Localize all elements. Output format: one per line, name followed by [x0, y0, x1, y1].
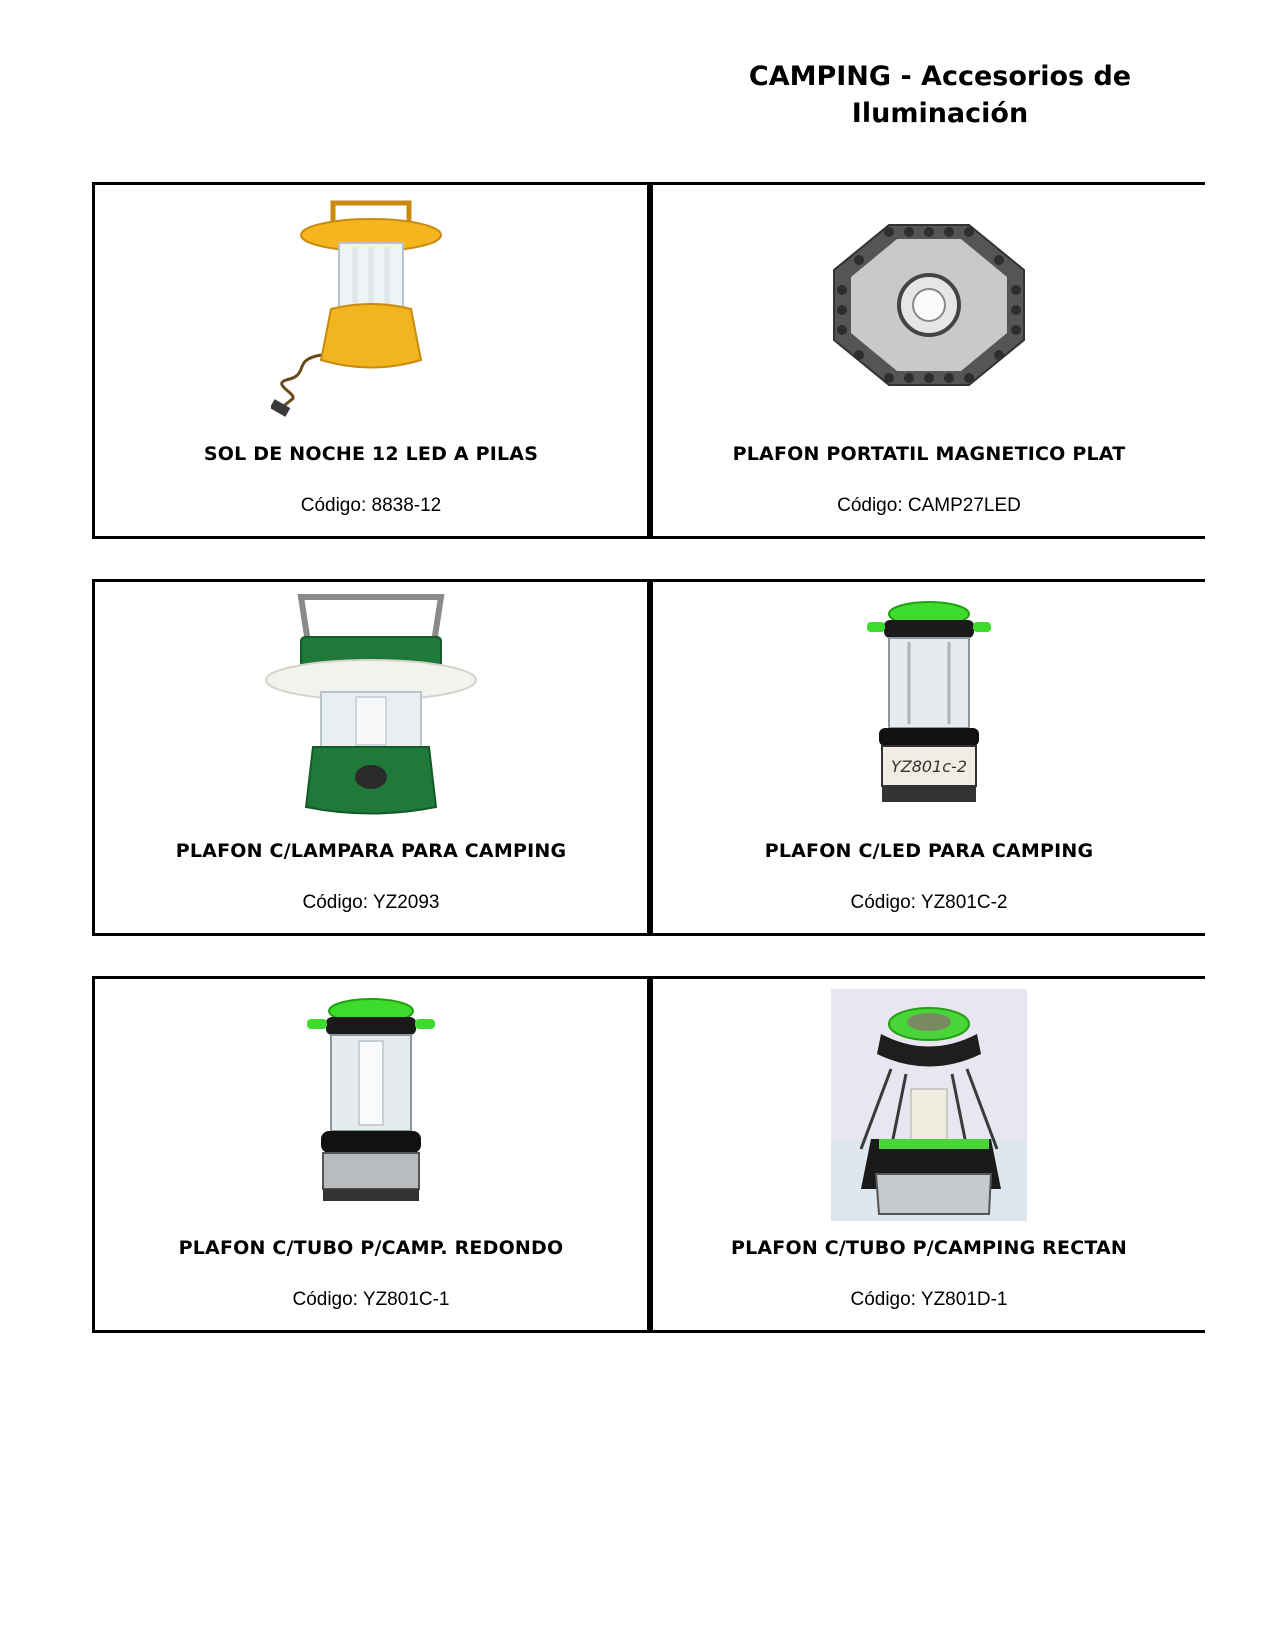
product-card [92, 182, 650, 539]
code-value: YZ801C-1 [362, 1289, 450, 1310]
product-code [95, 495, 647, 517]
code-value: 8838-12 [371, 495, 442, 516]
product-name: PLAFON C/LED PARA CAMPING [764, 840, 1094, 862]
product-code [95, 1289, 647, 1311]
code-label: Código: [302, 892, 373, 913]
black-green-lantern-image [849, 592, 1009, 817]
code-label: Código: [850, 1289, 921, 1310]
code-value: YZ2093 [372, 892, 440, 913]
code-label: Código: [837, 495, 908, 516]
product-code [653, 892, 1205, 914]
page-title-line2: Iluminación [851, 98, 1029, 129]
code-value: CAMP27LED [907, 495, 1021, 516]
product-code [653, 495, 1205, 517]
code-value: YZ801C-2 [920, 892, 1008, 913]
round-tube-lantern-image [291, 989, 451, 1214]
product-name: SOL DE NOCHE 12 LED A PILAS [203, 443, 539, 465]
svg-text:YZ801c-2: YZ801c-2 [890, 757, 968, 776]
code-label: Código: [292, 1289, 363, 1310]
page-title-line1: CAMPING - Accesorios de [748, 61, 1132, 92]
product-card [92, 976, 650, 1333]
product-name: PLAFON C/TUBO P/CAMP. REDONDO [178, 1237, 564, 1259]
green-lantern-image [261, 592, 481, 817]
product-card [650, 976, 1205, 1333]
product-name: PLAFON C/LAMPARA PARA CAMPING [175, 840, 567, 862]
code-label: Código: [300, 495, 372, 516]
yellow-lantern-image [271, 195, 471, 420]
page-title [700, 58, 1180, 132]
product-card [650, 182, 1205, 539]
product-card [92, 579, 650, 936]
code-label: Código: [850, 892, 921, 913]
product-code [653, 1289, 1205, 1311]
product-code [95, 892, 647, 914]
product-name: PLAFON PORTATIL MAGNETICO PLAT [732, 443, 1126, 465]
product-card [650, 579, 1205, 936]
product-name: PLAFON C/TUBO P/CAMPING RECTAN [730, 1237, 1128, 1259]
rectangular-tube-lantern-image [831, 989, 1027, 1221]
code-value: YZ801D-1 [920, 1289, 1008, 1310]
octagonal-led-plafon-image [799, 195, 1059, 420]
